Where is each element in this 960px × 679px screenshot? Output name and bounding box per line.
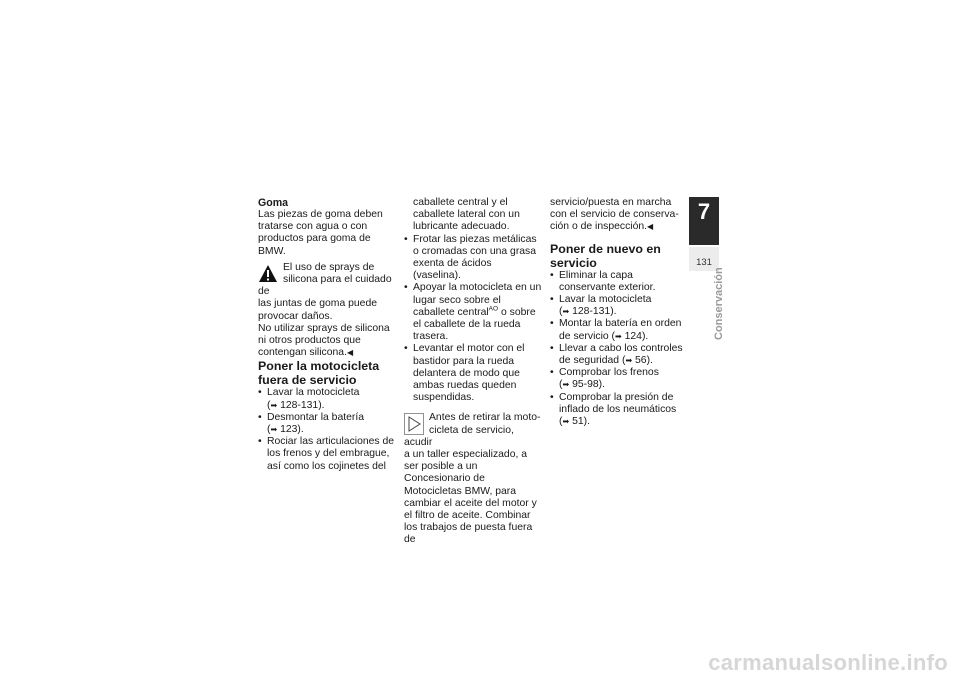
warning-text-tail bbox=[258, 323, 396, 360]
continued-text: caballete central y el caballete lateral con un lubricante adecuado. bbox=[413, 197, 520, 233]
section-title-back-in-service: Poner de nuevo en servicio bbox=[550, 241, 661, 270]
goma-paragraph: Las piezas de goma deben tratarse con agua o con productos para goma de BMW. bbox=[258, 209, 383, 257]
list-item: • Levantar el motor con el bastidor para la rueda delantera de modo que ambas ruedas queden suspendidas. bbox=[404, 343, 542, 404]
column-3 bbox=[550, 197, 688, 428]
list-item: • Rociar las articulaciones de los frenos y del embrague, así como los cojinetes del bbox=[258, 436, 396, 473]
list-item: • Llevar a cabo los controles de seguridad (➡ 56). bbox=[550, 343, 688, 367]
arrow-icon: ➡ bbox=[270, 425, 278, 435]
list-item: • Apoyar la motocicleta en un lugar seco sobre el caballete central$^{AO}$ o sobre el caballete de la rueda trasera. bbox=[404, 282, 542, 343]
list-item: • Montar la batería en orden de servicio (➡ 124). bbox=[550, 318, 688, 342]
section-title-out-of-service: Poner la motocicleta fuera de servicio bbox=[258, 359, 380, 388]
info-text-lead: Antes de retirar la moto-cicleta de servicio, acudir bbox=[404, 412, 541, 448]
column-2 bbox=[404, 197, 542, 547]
arrow-icon: ➡ bbox=[562, 380, 570, 390]
warning-triangle-icon bbox=[258, 263, 278, 285]
page-number: 131 bbox=[696, 257, 712, 268]
watermark: carmanualsonline.info bbox=[708, 650, 948, 675]
arrow-icon: ➡ bbox=[270, 400, 278, 410]
list-item: • Eliminar la capa conservante exterior. bbox=[550, 270, 688, 294]
chapter-number: 7 bbox=[697, 199, 711, 224]
out-of-service-list bbox=[258, 387, 396, 472]
continued-text: servicio/puesta en marcha con el servicio de conserva-ción o de inspección.◀ bbox=[550, 197, 679, 233]
warning-text-c: No utilizar sprays de silicona ni otros productos que contengan silicona. bbox=[258, 322, 390, 359]
list-item: • Desmontar la batería (➡ 123). bbox=[258, 412, 396, 436]
list-item: • Comprobar los frenos (➡ 95-98). bbox=[550, 367, 688, 391]
arrow-icon: ➡ bbox=[615, 331, 622, 341]
end-mark: ◀ bbox=[647, 222, 654, 232]
goma-heading: Goma bbox=[258, 197, 289, 209]
back-in-service-list bbox=[550, 270, 688, 429]
list-item: • Lavar la motocicleta (➡ 128-131). bbox=[550, 294, 688, 318]
list-item: • Lavar la motocicleta (➡ 128-131). bbox=[258, 387, 396, 411]
column-1 bbox=[258, 197, 396, 473]
arrow-icon: ➡ bbox=[625, 356, 633, 366]
arrow-icon: ➡ bbox=[562, 307, 570, 317]
section-label-vertical: Conservación bbox=[713, 267, 725, 340]
info-text-body: a un taller especializado, a ser posible a un Concesionario de Motocicletas BMW, para cambiar el aceite del motor y el filtro de aceite. Combinar los trabajos de puesta fuera de bbox=[404, 449, 537, 546]
out-of-service-list-cont bbox=[404, 234, 542, 405]
warning-text-body: las juntas de goma puede provocar daños. bbox=[258, 298, 378, 322]
arrow-icon: ➡ bbox=[562, 417, 570, 427]
warning-note bbox=[258, 262, 396, 360]
list-item: • Frotar las piezas metálicas o cromadas con una grasa exenta de ácidos (vaselina). bbox=[404, 234, 542, 283]
warning-text-lead: El uso de sprays de silicona para el cuidado de bbox=[258, 261, 392, 298]
info-note bbox=[404, 412, 542, 546]
list-item: • Comprobar la presión de inflado de los neumáticos (➡ 51). bbox=[550, 392, 688, 429]
info-triangle-icon bbox=[404, 413, 424, 435]
end-mark: ◀ bbox=[346, 348, 354, 358]
